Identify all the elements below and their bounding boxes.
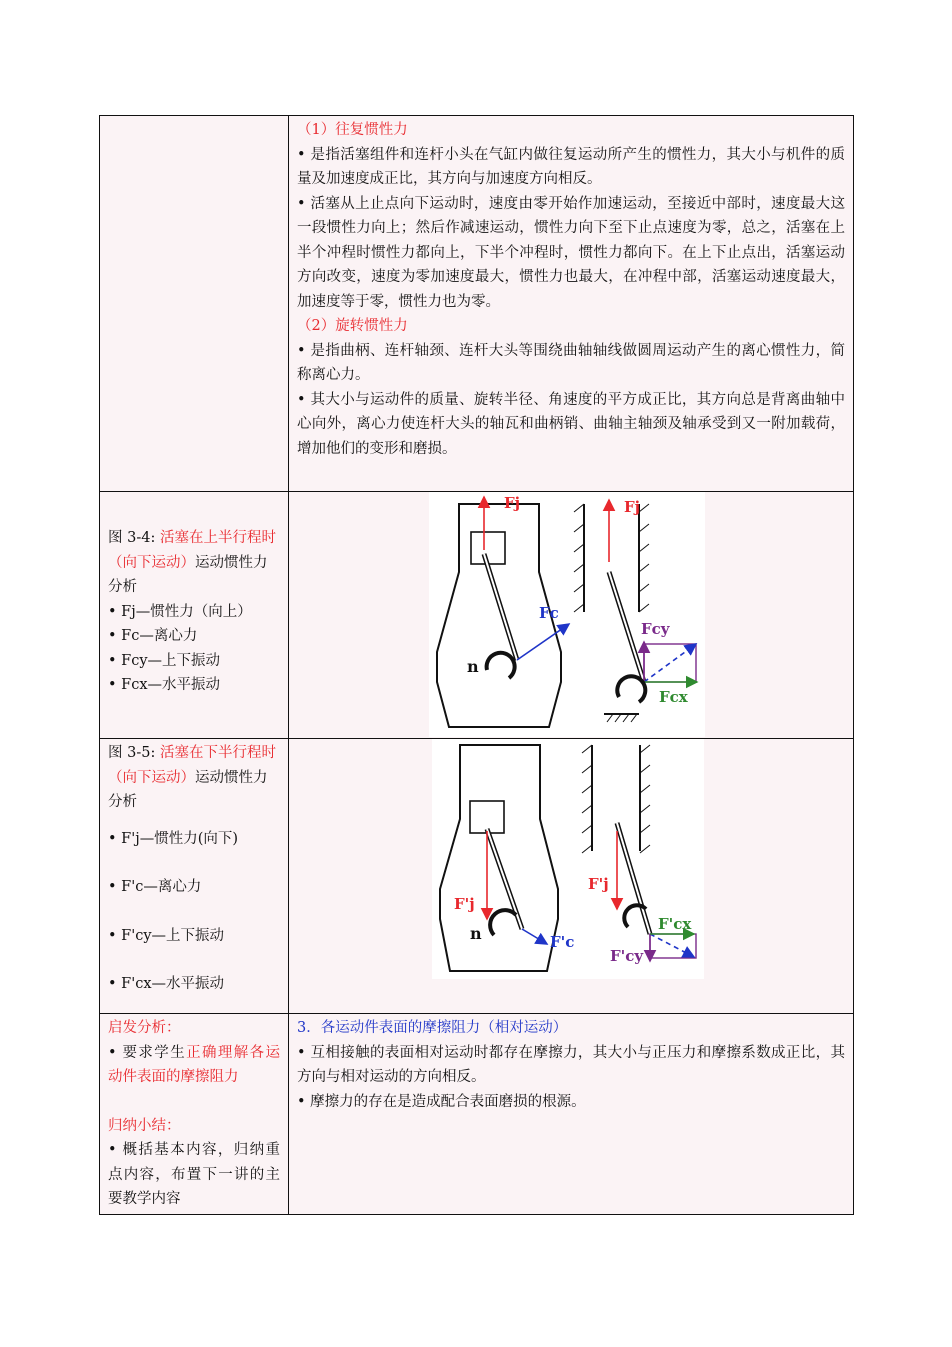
list-item: • F'cx—水平振动 (108, 976, 225, 992)
label-n: n (470, 924, 482, 943)
paragraph-4: • 其大小与运动件的质量、旋转半径、角速度的平方成正比，其方向总是背离曲轴中心向外，离心力使连杆大头的轴瓦和曲柄销、曲轴主轴颈及轴承受到又一附加载荷，增加他们的变形和磨损。 (297, 391, 845, 457)
list-item: • F'j—惯性力(向下) (108, 830, 239, 847)
inspiration-text-highlight: 正确理解各运动件表面的摩擦阻力 (108, 1044, 280, 1085)
row2-left-cell (100, 492, 289, 739)
row2-figure-cell (289, 492, 854, 739)
friction-paragraph-2: • 摩擦力的存在是造成配合表面磨损的根源。 (297, 1093, 586, 1110)
label-fcx: Fcx (659, 688, 688, 706)
row3-left-cell (100, 739, 289, 1014)
list-item: • F'cy—上下振动 (108, 927, 225, 944)
inspiration-text-prefix: • 要求学生 (108, 1044, 187, 1061)
figure-caption-highlight: 活塞在上半行程时（向下运动） (108, 530, 276, 571)
row-figure-3-5 (100, 739, 854, 1014)
row4-right-cell (289, 1014, 854, 1215)
label-fj: F'j (454, 895, 475, 913)
label-fj: Fj (504, 494, 521, 512)
row3-figure-cell (289, 739, 854, 1014)
row1-right-cell (289, 116, 854, 492)
list-item: • Fc—离心力 (108, 628, 198, 644)
figure-3-4-diagram (429, 492, 705, 737)
piston (470, 801, 504, 833)
inspiration-text (108, 1041, 280, 1090)
figure-caption-highlight: 活塞在下半行程时（向下运动） (108, 745, 276, 786)
paragraph-1: • 是指活塞组件和连杆小头在气缸内做往复运动所产生的惯性力，其大小与机件的质量及加速度成正比，其方向与加速度方向相反。 (297, 146, 845, 187)
label-fcy: Fcy (641, 620, 670, 638)
label-fcy: F'cy (610, 947, 644, 965)
friction-heading: 3．各运动件表面的摩擦阻力（相对运动） (297, 1020, 568, 1036)
force-rectangle (650, 934, 696, 958)
figure-3-4-caption (108, 526, 280, 600)
rotation-arrow-icon (490, 910, 516, 935)
summary-text: • 概括基本内容，归纳重点内容，布置下一讲的主要教学内容 (108, 1142, 280, 1207)
list-item: • F'c—离心力 (108, 879, 202, 895)
heading-reciprocating-inertia: （1）往复惯性力 (297, 122, 408, 138)
label-fc: Fc (539, 604, 559, 622)
label-fcx: F'cx (658, 915, 692, 933)
row-friction (100, 1014, 854, 1215)
figure-caption-prefix: 图 3-5: (108, 745, 160, 761)
label-fj-right: Fj (624, 498, 641, 516)
list-item: • Fcy—上下振动 (108, 652, 221, 669)
list-item: • Fcx—水平振动 (108, 677, 221, 693)
row-inertia-text (100, 116, 854, 492)
label-fc: F'c (550, 933, 575, 951)
summary-title: 归纳小结： (108, 1117, 181, 1134)
row-figure-3-4 (100, 492, 854, 739)
figure-caption-suffix: 运动惯性力分析 (108, 554, 268, 595)
figure-3-5-diagram (432, 739, 704, 979)
label-n: n (467, 657, 479, 676)
heading-rotating-inertia: （2）旋转惯性力 (297, 318, 408, 334)
rotation-arrow-icon (487, 653, 515, 678)
paragraph-2: • 活塞从上止点向下运动时，速度由零开始作加速运动，至接近中部时，速度最大这一段惯性力向上；然后作减速运动，惯性力向下至下止点速度为零，总之，活塞在上半个冲程时惯性力都向上，下半个冲程时，惯性力都向下。在上下止点出，活塞运动方向改变，速度为零加速度最大，惯性力也最大，在冲程中部，活塞运动速度最大，加速度等于零，惯性力也为零。 (297, 195, 845, 310)
figure-caption-prefix: 图 3-4: (108, 530, 160, 546)
row4-left-cell (100, 1014, 289, 1215)
figure-3-5-caption (108, 741, 280, 815)
friction-paragraph-1: • 互相接触的表面相对运动时都存在摩擦力，其大小与正压力和摩擦系数成正比，其方向与相对运动的方向相反。 (297, 1044, 845, 1085)
arrow-fc (522, 929, 547, 944)
paragraph-3: • 是指曲柄、连杆轴颈、连杆大头等围绕曲轴轴线做圆周运动产生的离心惯性力，简称离心力。 (297, 342, 845, 383)
list-item: • Fj—惯性力（向上） (108, 603, 252, 620)
inspiration-title: 启发分析： (108, 1020, 181, 1036)
figure-caption-suffix: 运动惯性力分析 (108, 769, 268, 810)
row1-left-cell (100, 116, 289, 492)
lesson-table (99, 115, 854, 1215)
label-fj-right: F'j (588, 875, 609, 893)
